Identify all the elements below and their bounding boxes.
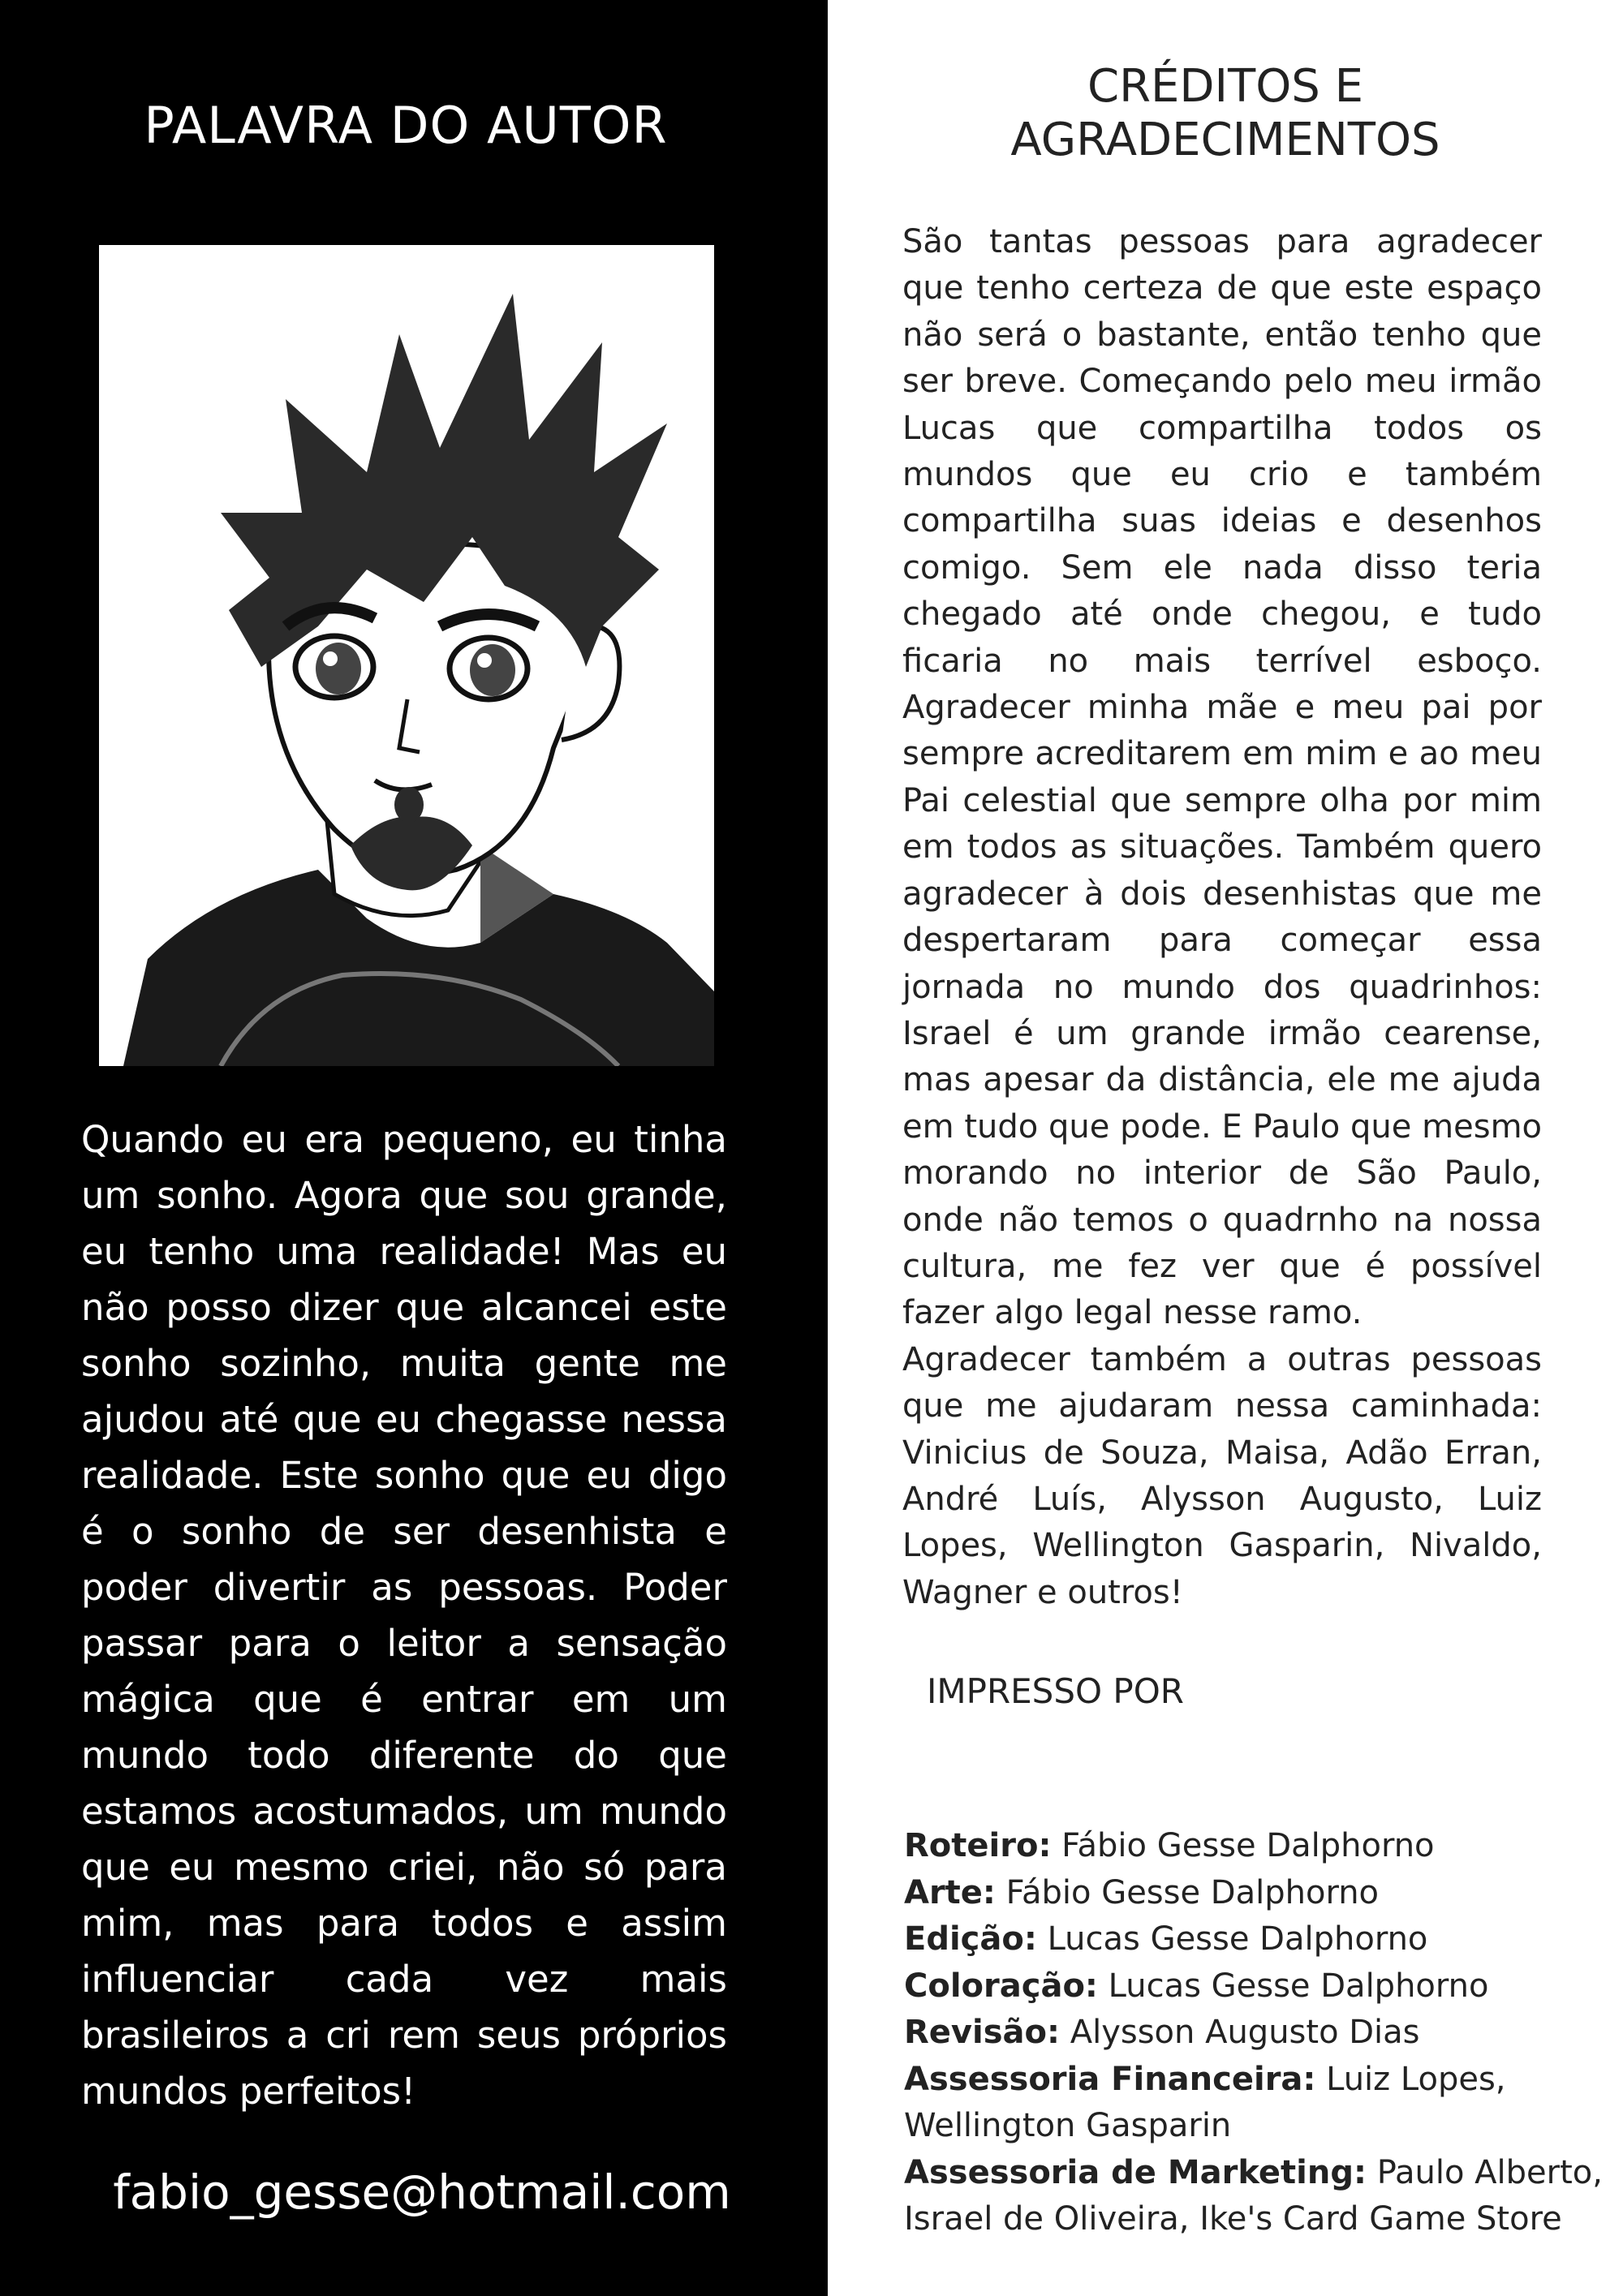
credit-label: Revisão: — [904, 2014, 1060, 2051]
printed-by-label: IMPRESSO POR — [927, 1671, 1184, 1711]
author-note-body: Quando eu era pequeno, eu tinha um sonho. Agora que sou grande, eu tenho uma realidade! Mas eu não posso dizer que alcancei este sonho sozinho, muita gente me ajudou até que eu chegasse nessa realidade. Este sonho que eu digo é o sonho de ser desenhista e poder divertir as pessoas. Poder passar para o leitor a sensação mágica que é entrar em um mundo todo diferente do que estamos acostumados, um mundo que eu mesmo criei, não só para mim, mas para todos e assim influenciar cada vez mais brasileiros a cri rem seus próprios mundos perfeitos! — [81, 1118, 727, 2113]
credit-value: Fábio Gesse Dalphorno — [1061, 1827, 1435, 1864]
staff-credits-list — [904, 1823, 1618, 2243]
credit-label: Edição: — [904, 1920, 1037, 1958]
author-portrait-illustration — [99, 245, 714, 1066]
credit-arte — [904, 1870, 1618, 1917]
credit-label: Roteiro: — [904, 1827, 1052, 1864]
author-note-heading: PALAVRA DO AUTOR — [144, 96, 668, 155]
credit-edicao — [904, 1916, 1618, 1963]
credit-label: Arte: — [904, 1873, 996, 1911]
credit-label: Assessoria Financeira: — [904, 2060, 1316, 2098]
credits-panel — [828, 0, 1623, 2296]
credit-value: Lucas Gesse Dalphorno — [1108, 1967, 1489, 2005]
acknowledgements-text — [902, 219, 1542, 1616]
credit-value: Paulo Alberto, Israel de Oliveira, Ike's Card Game Store — [904, 2153, 1603, 2238]
credits-heading-line1: CRÉDITOS E — [1087, 60, 1364, 113]
author-email[interactable]: fabio_gesse@hotmail.com — [113, 2165, 731, 2220]
credit-value: Fábio Gesse Dalphorno — [1005, 1873, 1380, 1911]
credit-label: Coloração: — [904, 1967, 1098, 2005]
acknowledgements-paragraph-2: Agradecer também a outras pessoas que me ajudaram nessa caminhada: Vinicius de Souza, Maisa, Adão Erran, André Luís, Alysson Augusto, Luiz Lopes, Wellington Gasparin, Nivaldo, Wagner e outros! — [902, 1340, 1542, 1611]
credit-roteiro — [904, 1823, 1618, 1870]
credits-heading — [828, 60, 1623, 167]
credit-assessoria-marketing — [904, 2150, 1618, 2243]
credit-label: Assessoria de Marketing: — [904, 2153, 1367, 2191]
credits-heading-line2: AGRADECIMENTOS — [1010, 114, 1440, 166]
acknowledgements-paragraph-1: São tantas pessoas para agradecer que tenho certeza de que este espaço não será o bastante, então tenho que ser breve. Começando pelo meu irmão Lucas que compartilha todos os mundos que eu crio e também compartilha suas ideias e desenhos comigo. Sem ele nada disso teria chegado até onde chegou, e tudo ficaria no mais terrível esboço. Agradecer minha mãe e meu pai por sempre acreditarem em mim e ao meu Pai celestial que sempre olha por mim em todos as situações. Também quero agradecer à dois desenhistas que me despertaram para começar essa jornada no mundo dos quadrinhos: Israel é um grande irmão cearense, mas apesar da distância, ele me ajuda em tudo que pode. E Paulo que mesmo morando no interior de São Paulo, onde não temos o quadrnho na nossa cultura, me fez ver que é possível fazer algo legal nesse ramo. — [902, 223, 1542, 1332]
credit-coloracao — [904, 1963, 1618, 2010]
credit-value: Alysson Augusto Dias — [1070, 2014, 1420, 2051]
credit-value: Lucas Gesse Dalphorno — [1047, 1920, 1428, 1958]
credit-value: Luiz Lopes, Wellington Gasparin — [904, 2060, 1506, 2144]
credit-revisao — [904, 2010, 1618, 2057]
credit-assessoria-financeira — [904, 2057, 1618, 2150]
